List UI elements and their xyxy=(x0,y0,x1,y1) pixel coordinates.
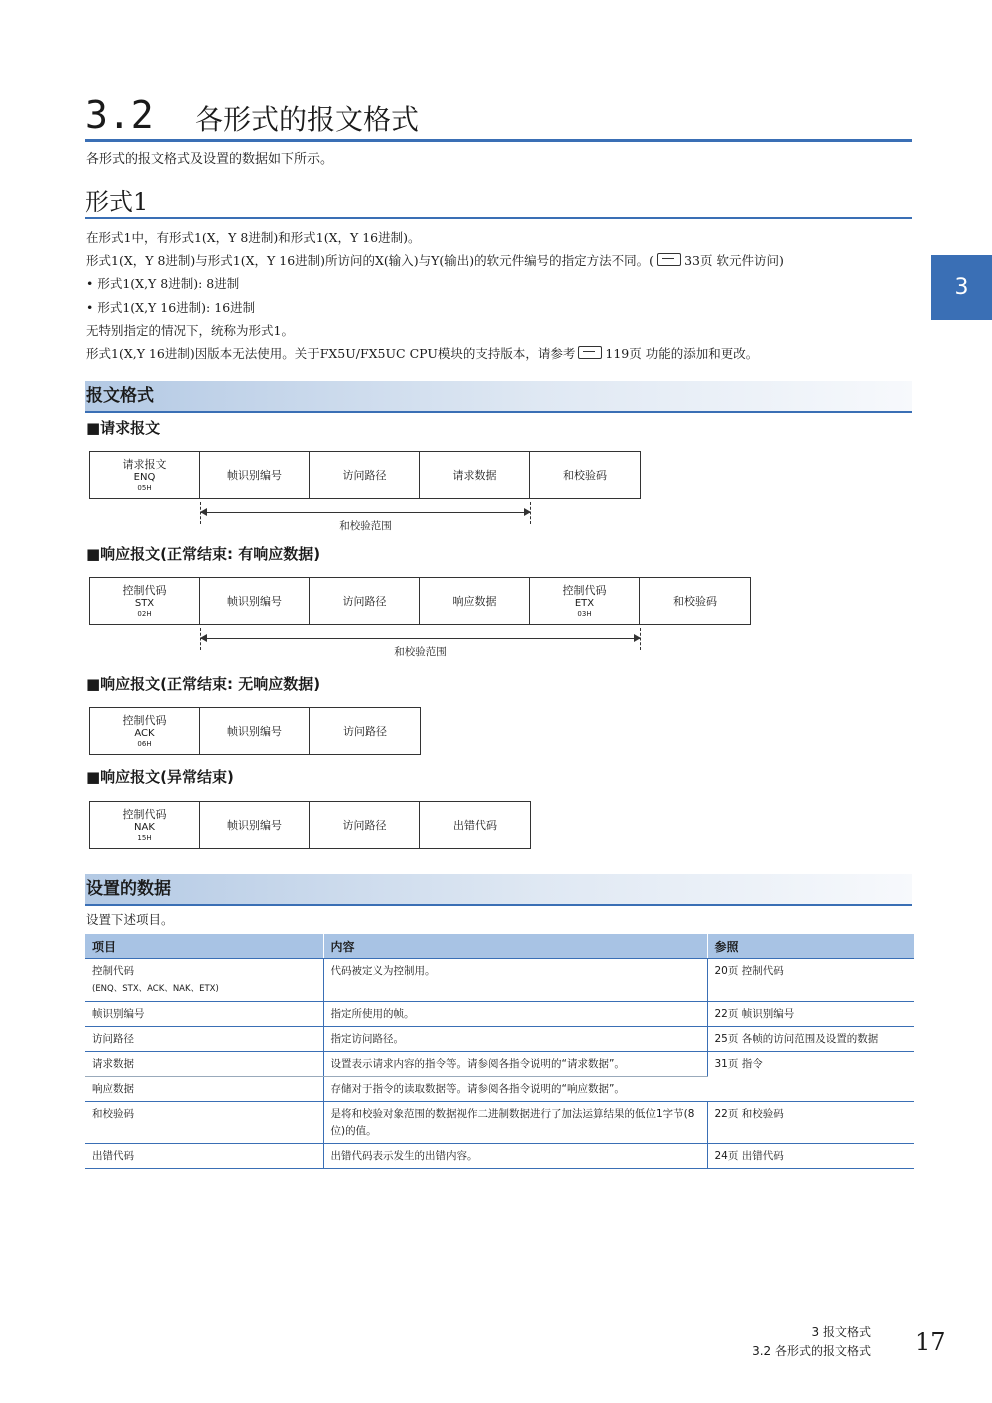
chapter-tab[interactable]: 3 xyxy=(931,255,992,320)
cell-item xyxy=(85,959,323,1002)
cell-content: 出错代码表示发生的出错内容。 xyxy=(323,1144,707,1169)
cell-label: 请求报文 xyxy=(122,457,167,471)
cell-label: 响应数据 xyxy=(452,594,497,608)
cell-label: 控制代码 xyxy=(122,713,167,727)
response-data-frame xyxy=(89,577,751,625)
table-row xyxy=(85,959,914,1002)
cell-item: 响应数据 xyxy=(85,1077,323,1102)
cell-reference[interactable]: 22页 和校验码 xyxy=(707,1102,914,1144)
paragraph-1: 在形式1中，有形式1(X，Y 8进制)和形式1(X，Y 16进制)。 xyxy=(86,230,421,245)
cell-item: 出错代码 xyxy=(85,1144,323,1169)
cell-reference[interactable]: 20页 控制代码 xyxy=(707,959,914,1002)
page-number: 17 xyxy=(915,1328,946,1356)
range-arrow xyxy=(201,638,640,639)
frame-cell xyxy=(200,708,310,754)
cell-content: 存储对于指令的读取数据等。请参阅各指令说明的“响应数据”。 xyxy=(323,1077,707,1102)
paragraph-2-link[interactable]: 33页 软元件访问) xyxy=(684,253,784,268)
frame-cell xyxy=(90,452,200,498)
cell-code: NAK xyxy=(134,821,155,833)
section-rule xyxy=(85,139,912,142)
item-label: 控制代码 xyxy=(92,965,134,977)
cell-label: 和校验码 xyxy=(563,468,607,482)
cell-label: 帧识别编号 xyxy=(227,724,282,738)
paragraph-3: 无特别指定的情况下，统称为形式1。 xyxy=(86,323,294,338)
request-heading: ■请求报文 xyxy=(86,419,161,437)
range-label: 和校验范围 xyxy=(339,520,392,532)
cell-code: ETX xyxy=(574,597,595,609)
cell-content: 设置表示请求内容的指令等。请参阅各指令说明的“请求数据”。 xyxy=(323,1052,707,1077)
cell-reference[interactable]: 31页 指令 xyxy=(707,1052,914,1102)
reference-hand-icon xyxy=(578,346,602,359)
reference-hand-icon xyxy=(657,253,681,266)
request-frame xyxy=(89,451,641,499)
frame-cell xyxy=(530,452,640,498)
settings-table xyxy=(85,934,914,1169)
bullet-hex: • 形式1(X,Y 16进制): 16进制 xyxy=(86,300,256,315)
settings-intro: 设置下述项目。 xyxy=(86,912,174,927)
table-row xyxy=(85,1144,914,1169)
item-codes: (ENQ、STX、ACK、NAK、ETX) xyxy=(92,984,219,994)
response-error-frame xyxy=(89,801,531,849)
header-reference: 参照 xyxy=(707,934,914,959)
cell-hex: 05H xyxy=(137,483,152,492)
frame-cell xyxy=(90,802,200,848)
footer-chapter: 3 报文格式 xyxy=(811,1325,871,1339)
cell-item: 和校验码 xyxy=(85,1102,323,1144)
cell-code: ACK xyxy=(134,727,155,739)
frame-cell xyxy=(310,578,420,624)
checksum-range-response xyxy=(200,628,641,668)
cell-code: STX xyxy=(134,597,155,609)
table-row xyxy=(85,1102,914,1144)
paragraph-4-text: 形式1(X,Y 16进制)因版本无法使用。关于FX5U/FX5UC CPU模块的支持版本，请参考 xyxy=(86,346,576,361)
cell-label: 控制代码 xyxy=(122,583,167,597)
frame-cell xyxy=(530,578,640,624)
cell-label: 出错代码 xyxy=(453,818,497,832)
cell-label: 控制代码 xyxy=(562,583,607,597)
cell-label: 访问路径 xyxy=(343,724,387,738)
cell-content: 指定所使用的帧。 xyxy=(323,1002,707,1027)
frame-cell xyxy=(90,708,200,754)
paragraph-4 xyxy=(86,345,758,363)
response-nodata-frame xyxy=(89,707,421,755)
cell-label: 访问路径 xyxy=(342,468,387,482)
format-rule xyxy=(85,217,912,219)
frame-cell xyxy=(200,452,310,498)
cell-label: 帧识别编号 xyxy=(227,818,282,832)
frame-cell xyxy=(310,452,420,498)
bullet-octal: • 形式1(X,Y 8进制): 8进制 xyxy=(86,276,240,291)
frame-cell xyxy=(200,578,310,624)
table-row xyxy=(85,1052,914,1077)
range-arrow xyxy=(201,512,530,513)
table-header-row xyxy=(85,934,914,959)
cell-content: 代码被定义为控制用。 xyxy=(323,959,707,1002)
paragraph-2 xyxy=(86,252,784,270)
section-number: 3.2 xyxy=(85,93,154,137)
header-content: 内容 xyxy=(323,934,707,959)
checksum-range-request xyxy=(200,502,531,542)
cell-label: 帧识别编号 xyxy=(227,594,282,608)
cell-hex: 03H xyxy=(577,609,592,618)
cell-label: 帧识别编号 xyxy=(227,468,282,482)
table-row xyxy=(85,1002,914,1027)
cell-code: ENQ xyxy=(133,471,156,483)
frame-cell xyxy=(200,802,310,848)
cell-hex: 02H xyxy=(137,609,152,618)
response-error-heading: ■响应报文(异常结束) xyxy=(86,768,234,786)
cell-reference[interactable]: 25页 各帧的访问范围及设置的数据 xyxy=(707,1027,914,1052)
cell-label: 访问路径 xyxy=(342,594,387,608)
format-title: 形式1 xyxy=(85,188,149,216)
table-row xyxy=(85,1027,914,1052)
cell-item: 帧识别编号 xyxy=(85,1002,323,1027)
frame-cell xyxy=(420,802,530,848)
response-data-heading: ■响应报文(正常结束: 有响应数据) xyxy=(86,545,321,563)
cell-content: 是将和校验对象范围的数据视作二进制数据进行了加法运算结果的低位1字节(8位)的值。 xyxy=(323,1102,707,1144)
frame-cell xyxy=(640,578,750,624)
cell-label: 控制代码 xyxy=(122,807,167,821)
frame-cell xyxy=(310,708,420,754)
footer-section: 3.2 各形式的报文格式 xyxy=(752,1344,871,1358)
cell-reference[interactable]: 24页 出错代码 xyxy=(707,1144,914,1169)
cell-hex: 06H xyxy=(137,739,152,748)
response-nodata-heading: ■响应报文(正常结束: 无响应数据) xyxy=(86,675,321,693)
cell-label: 和校验码 xyxy=(673,594,717,608)
cell-label: 访问路径 xyxy=(342,818,387,832)
paragraph-4-link[interactable]: 119页 功能的添加和更改。 xyxy=(605,346,759,361)
cell-content: 指定访问路径。 xyxy=(323,1027,707,1052)
cell-item: 访问路径 xyxy=(85,1027,323,1052)
band-message-format-label: 报文格式 xyxy=(86,386,154,406)
header-item: 项目 xyxy=(85,934,323,959)
cell-label: 请求数据 xyxy=(452,468,497,482)
cell-item: 请求数据 xyxy=(85,1052,323,1077)
band-message-format xyxy=(85,381,912,413)
band-settings-label: 设置的数据 xyxy=(86,879,171,899)
range-label: 和校验范围 xyxy=(394,646,447,658)
intro-text: 各形式的报文格式及设置的数据如下所示。 xyxy=(86,152,334,167)
section-title: 各形式的报文格式 xyxy=(195,103,420,136)
frame-cell xyxy=(420,578,530,624)
cell-hex: 15H xyxy=(137,833,152,842)
cell-reference[interactable]: 22页 帧识别编号 xyxy=(707,1002,914,1027)
frame-cell xyxy=(90,578,200,624)
frame-cell xyxy=(310,802,420,848)
band-settings xyxy=(85,874,912,906)
paragraph-2-text: 形式1(X，Y 8进制)与形式1(X，Y 16进制)所访问的X(输入)与Y(输出)的软元件编号的指定方法不同。( xyxy=(86,253,655,268)
frame-cell xyxy=(420,452,530,498)
